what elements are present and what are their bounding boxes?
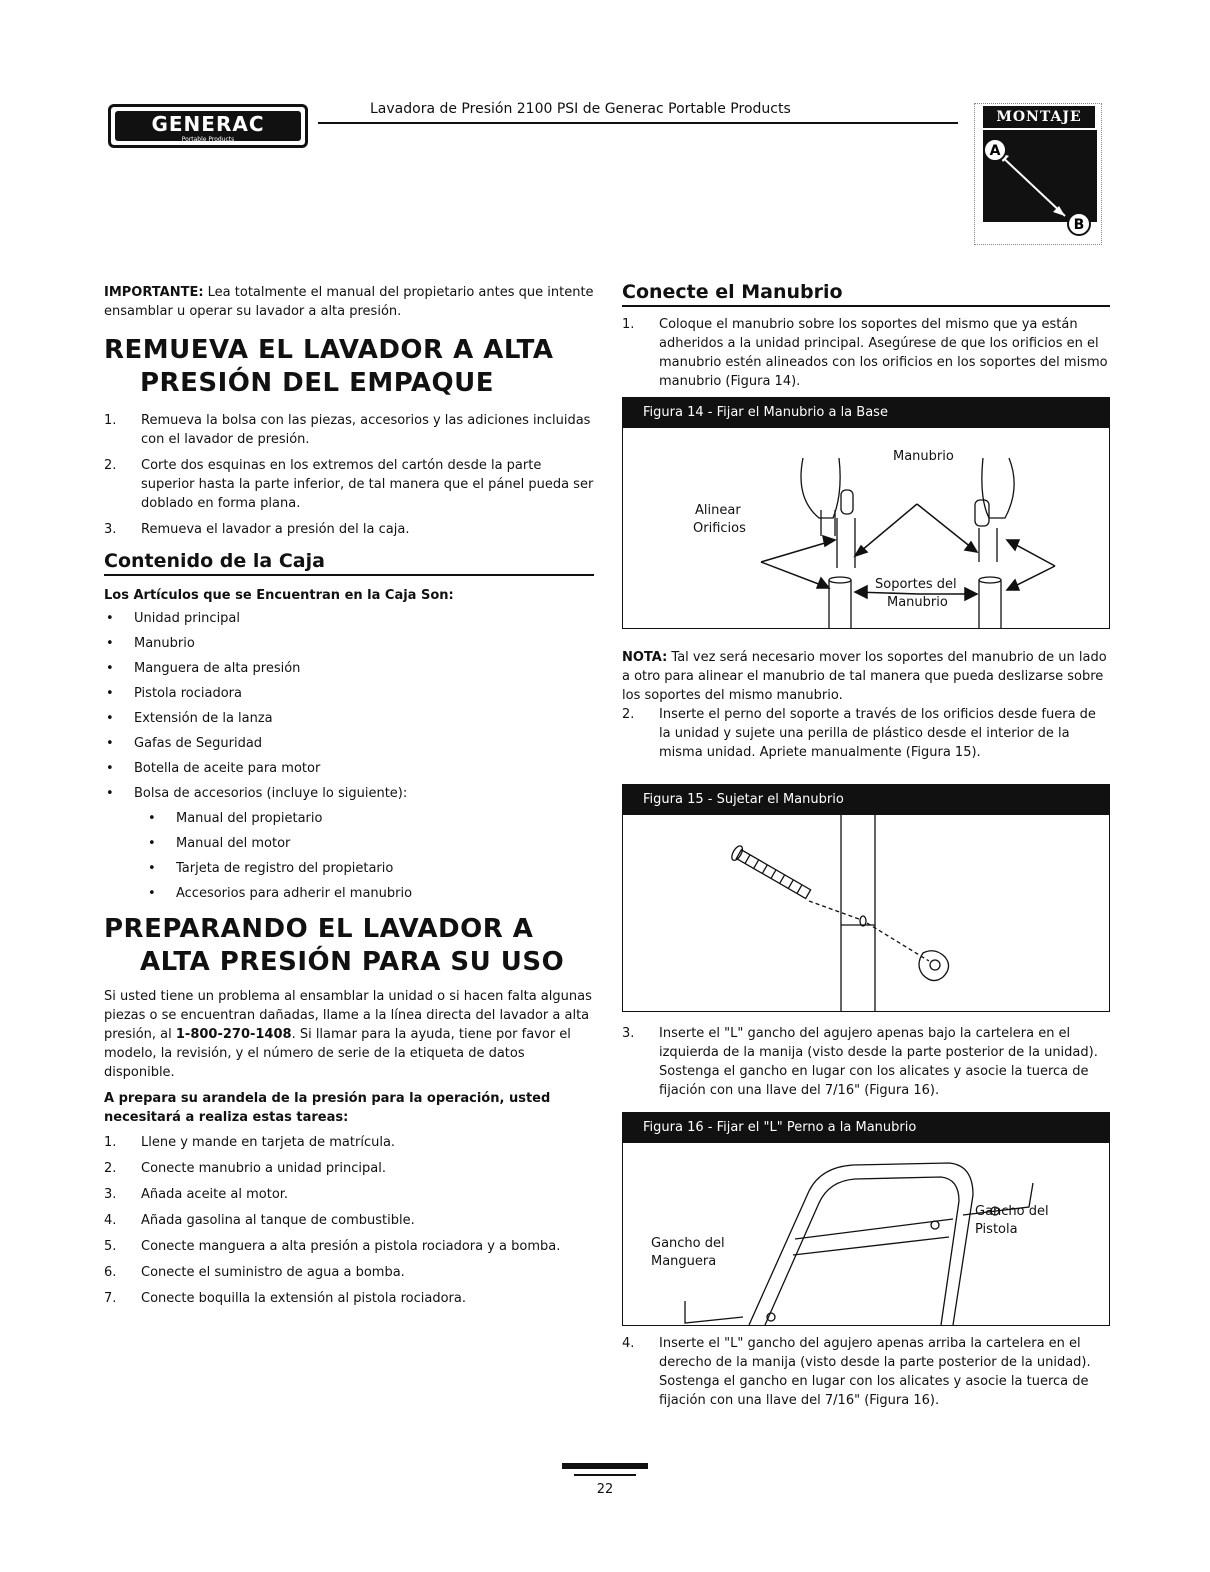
montaje-badge	[974, 103, 1102, 245]
nota-label: NOTA:	[622, 650, 668, 665]
section2-para-b: . Si llamar para la ayuda, tiene por favor el modelo, la revisión, y el número de serie de la etiqueta de datos disponible.	[104, 1027, 571, 1080]
connect-handle-title: Conecte el Manubrio	[622, 281, 843, 303]
list-item: • Botella de aceite para motor	[104, 759, 594, 778]
step-text: Remueva el lavador a presión del la caja.	[141, 522, 410, 537]
step-text: Conecte boquilla la extensión al pistola rociadora.	[141, 1291, 466, 1306]
contents-intro: Los Artículos que se Encuentran en la Caja Son:	[104, 588, 454, 603]
step-number: 3.	[104, 522, 117, 537]
list-item: • Accesorios para adherir el manubrio	[146, 884, 594, 903]
step-number: 3.	[104, 1187, 117, 1202]
logo-brand: GENERAC	[151, 112, 265, 136]
list-item: • Manubrio	[104, 634, 594, 653]
figure-15-caption: Figura 15 - Sujetar el Manubrio	[623, 785, 1109, 815]
right-column	[622, 281, 1110, 398]
section1-title	[104, 334, 594, 400]
step-number: 2.	[104, 1161, 117, 1176]
step3-block	[622, 1024, 1110, 1107]
right-step-item: 3. Inserte el "L" gancho del agujero apenas bajo la cartelera en el izquierda de la manija (visto desde la parte posterior de la unidad). Sostenga el gancho en lugar con los alicates y asocie la tuerca de fijación con una llave del 7/16" (Figura 16).	[622, 1026, 1098, 1098]
step-text: Conecte el suministro de agua a bomba.	[141, 1265, 405, 1280]
step-text: Conecte manubrio a unidad principal.	[141, 1161, 387, 1176]
point-a-label: A	[989, 143, 1001, 159]
list-item: • Manguera de alta presión	[104, 659, 594, 678]
section1-title-line2: PRESIÓN DEL EMPAQUE	[140, 368, 495, 398]
step-item	[104, 1237, 594, 1256]
step-text: Corte dos esquinas en los extremos del cartón desde la parte superior hasta la parte inferior, de tal manera que el pánel pueda ser doblado en forma plana.	[141, 458, 594, 511]
step-item	[104, 520, 594, 539]
contents-sublist	[146, 809, 594, 903]
montaje-tag: MONTAJE	[983, 106, 1095, 128]
fig16-label-left2: Manguera	[651, 1254, 717, 1269]
figure-16-drawing	[623, 1143, 1109, 1325]
contents-list	[104, 609, 594, 803]
section2-para-a: Si usted tiene un problema al ensamblar la unidad o si hacen falta algunas piezas o se encuentran dañadas, llame a la línea directa del lavador a alta presión, al	[104, 989, 592, 1042]
step-number: 2.	[104, 458, 117, 473]
section1-steps	[104, 411, 594, 539]
header-title: Lavadora de Presión 2100 PSI de Generac Portable Products	[370, 101, 791, 117]
step-number: 1.	[104, 1135, 117, 1150]
right-step1	[622, 315, 1110, 391]
step-text: Llene y mande en tarjeta de matrícula.	[141, 1135, 396, 1150]
fig14-label-soportes: Soportes del	[875, 577, 957, 592]
section2-title	[104, 913, 594, 979]
list-item: • Unidad principal	[104, 609, 594, 628]
page-number: 22	[596, 1482, 614, 1497]
fig14-label-soportes2: Manubrio	[887, 595, 948, 610]
fig16-label-right2: Pistola	[975, 1222, 1018, 1237]
list-item: • Bolsa de accesorios (incluye lo siguiente):	[104, 784, 594, 803]
right-step-item: 2. Inserte el perno del soporte a través de los orificios desde fuera de la unidad y sujete una perilla de plástico desde el interior de la misma unidad. Apriete manualmente (Figura 15).	[622, 707, 1096, 760]
step-item	[104, 1263, 594, 1282]
figure-14	[622, 397, 1110, 629]
step-item	[104, 456, 594, 513]
connect-handle-rule	[622, 305, 1110, 307]
fig14-label-alinear: Alinear	[695, 503, 741, 518]
right-step-item: 4. Inserte el "L" gancho del agujero apenas arriba la cartelera en el derecho de la manija (visto desde la parte posterior de la unidad). Sostenga el gancho en lugar con los alicates y asocie la tuerca de fijación con una llave del 7/16" (Figura 16).	[622, 1336, 1091, 1408]
note-block	[622, 648, 1110, 769]
step-text: Remueva la bolsa con las piezas, accesorios y las adiciones incluidas con el lavador de presión.	[141, 413, 591, 447]
figure-14-caption: Figura 14 - Fijar el Manubrio a la Base	[623, 398, 1109, 428]
logo-sub: Portable Products	[181, 136, 235, 143]
left-column	[104, 283, 594, 1315]
list-item: • Manual del motor	[146, 834, 594, 853]
fig14-label-manubrio: Manubrio	[893, 449, 954, 464]
figure-16-caption: Figura 16 - Fijar el "L" Perno a la Manubrio	[623, 1113, 1109, 1143]
step-text: Añada gasolina al tanque de combustible.	[141, 1213, 415, 1228]
fig14-label-orificios: Orificios	[693, 521, 746, 536]
important-text: Lea totalmente el manual del propietario antes que intente ensamblar u operar su lavador a alta presión.	[104, 285, 594, 319]
page-number-bar	[562, 1463, 648, 1469]
step4-block	[622, 1334, 1110, 1417]
figure-15-drawing	[623, 815, 1109, 1011]
section2-paragraph	[104, 987, 594, 1082]
step-item	[104, 411, 594, 449]
step-number: 1.	[104, 413, 117, 428]
right-step4	[622, 1334, 1110, 1410]
fig16-label-right1: Gancho del	[975, 1204, 1049, 1219]
right-step2	[622, 705, 1110, 762]
step-number: 6.	[104, 1265, 117, 1280]
section1-title-line1: REMUEVA EL LAVADOR A ALTA	[104, 335, 554, 365]
step-text: Conecte manguera a alta presión a pistola rociadora y a bomba.	[141, 1239, 561, 1254]
page-number-bar-thin	[574, 1474, 636, 1476]
point-b-label: B	[1073, 217, 1085, 233]
list-item: • Gafas de Seguridad	[104, 734, 594, 753]
step-number: 5.	[104, 1239, 117, 1254]
list-item: • Manual del propietario	[146, 809, 594, 828]
important-note	[104, 283, 594, 321]
step-item	[104, 1289, 594, 1308]
section2-steps	[104, 1133, 594, 1308]
section2-bold-intro: A prepara su arandela de la presión para la operación, usted necesitará a realiza estas tareas:	[104, 1091, 551, 1125]
step-number: 4.	[104, 1213, 117, 1228]
figure-15	[622, 784, 1110, 1012]
right-step-item: 1. Coloque el manubrio sobre los soportes del mismo que ya están adheridos a la unidad principal. Asegúrese de que los orificios en el manubrio estén alineados con los orificios en los soportes del mismo manubrio (Figura 14).	[622, 317, 1108, 389]
step-item	[104, 1159, 594, 1178]
step-item	[104, 1185, 594, 1204]
figure-16	[622, 1112, 1110, 1326]
step-text: Añada aceite al motor.	[141, 1187, 289, 1202]
nota-text: Tal vez será necesario mover los soportes del manubrio de un lado a otro para alinear el manubrio de tal manera que pueda deslizarse sobre los soportes del mismo manubrio.	[622, 650, 1107, 703]
fig16-label-left1: Gancho del	[651, 1236, 725, 1251]
step-number: 7.	[104, 1291, 117, 1306]
hotline-number: 1-800-270-1408	[175, 1027, 292, 1042]
right-step3	[622, 1024, 1110, 1100]
list-item: • Extensión de la lanza	[104, 709, 594, 728]
step-item	[104, 1211, 594, 1230]
list-item: • Tarjeta de registro del propietario	[146, 859, 594, 878]
section2-title-line2: ALTA PRESIÓN PARA SU USO	[140, 947, 565, 977]
generac-logo	[108, 104, 308, 148]
list-item: • Pistola rociadora	[104, 684, 594, 703]
section2-title-line1: PREPARANDO EL LAVADOR A	[104, 914, 534, 944]
important-label: IMPORTANTE:	[104, 285, 204, 300]
nota-paragraph	[622, 648, 1110, 705]
contents-rule	[104, 574, 594, 576]
step-item	[104, 1133, 594, 1152]
header-rule	[318, 122, 958, 124]
contents-title: Contenido de la Caja	[104, 550, 325, 572]
